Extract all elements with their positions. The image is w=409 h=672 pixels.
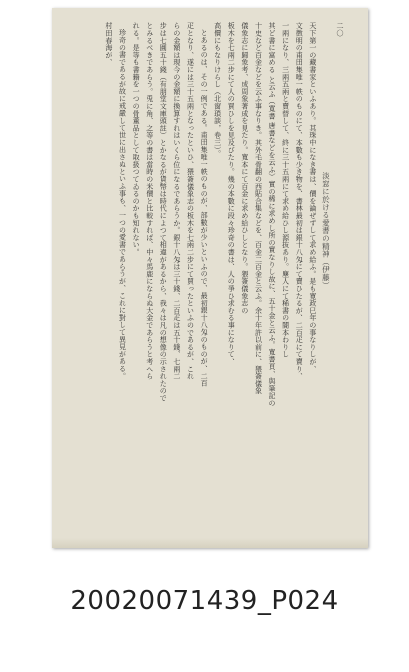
page-number: 二〇 [336, 22, 344, 37]
text-column: 一兩になり、三兩五兩と賣替して、終に三十五兩にて求め給ひし源抜あり。塵人にて稀書の闇本わりし [281, 22, 290, 358]
text-column: らの金額は現今の金額に換算すれはいくら位になるであらうか。銀十八匁は三十錢、二百疋は五十錢、七兩二 [172, 22, 181, 380]
image-id-caption: 20020071439_P024 [70, 586, 339, 616]
text-column: とあるのは、その一例である。甫田集唯一帙のものが、部數が少いといふので、最初銀十八匁のものが、二百 [200, 29, 209, 387]
text-column: 天下第一の藏書家といふあり。其珠中になき書は、價を論ぜずして求め給ふ。是も寛政巳年の事なりしが、 [308, 22, 317, 373]
text-column: 其ど書に富める と云ふ（寬書 唐書などを云ふ）實の稀に求めし所の實なりし故に、五十金と云ふ。寬書頁、與筆記の [268, 22, 277, 407]
vertical-text-body [82, 22, 344, 522]
text-column: 高價にもなりけらし（北窗瑣談，卷三）。 [213, 22, 222, 158]
text-column: 村田春海が、 [104, 22, 113, 66]
text-column: とみるべきであらう。兎に角、之等の書は當時の米價と比較すれば、中々馬鹿にならぬ大金であらうと考へら [145, 22, 154, 380]
text-column: 珍奇の書であるが故に戒嚴して世に出さぬといふ事も、一つの愛書であらうが、これに對して異見がある。 [118, 29, 127, 380]
book-page [52, 8, 368, 548]
text-column: 儀象志に歸象考、成周象著成を見たり。寬本にて百金に求め給ひしとなり。猥簽儀象志の [240, 22, 249, 314]
text-column: 步は七圓五十錢（有朋堂文庫頭註）とかなるが貨幣は時代によつて相違があるから、我々は凡の想像の示されたので [159, 22, 168, 402]
text-column: 板木を七兩二步にて人の買ひしを見及びたり。幾の本數に段々珍奇の書は、人の爭ひ求むる事になりて、 [227, 22, 236, 366]
running-head: 淡窓に於ける愛書の精神（伊藤） [321, 172, 331, 289]
text-column: 疋となり、遂には三十五兩となったといひ、猥簽儀象志の板木を七兩二步にて買ったといふのであるが、これ [186, 22, 195, 380]
text-column: れる。是等も書籍を一つの骨董品として取扱つてゐるのかも知れない。 [132, 22, 141, 256]
text-column: 十史など百金などを云ふ事なりき。其外毛骨翻の西貼合集などを、百金二百金と云ふ。余十年許以前に、猥簽儀象 [254, 22, 263, 395]
text-column: 文徴明の甫田集唯一帙のものにて、本數も少き物を、書林最初は銀十八匁にて賣ひたるが、二百疋にて賣り、 [295, 22, 304, 380]
